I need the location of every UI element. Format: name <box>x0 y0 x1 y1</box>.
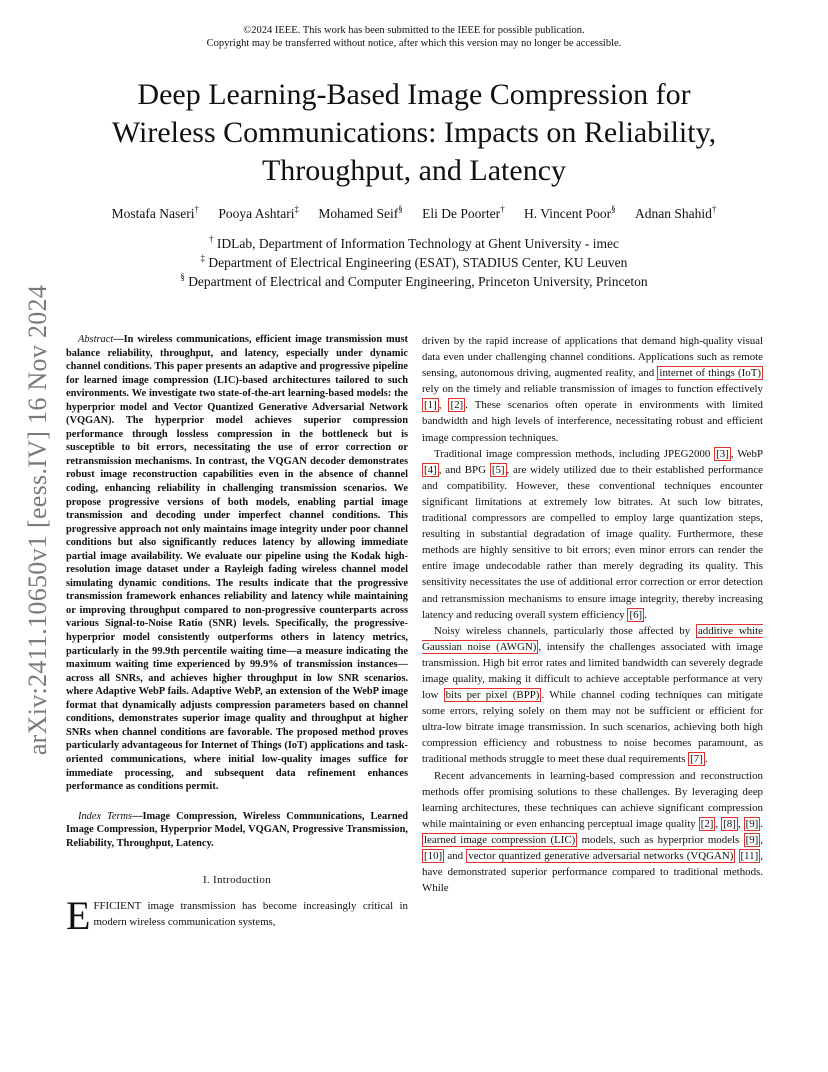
citation-link[interactable]: [11] <box>740 850 759 862</box>
paragraph: Recent advancements in learning-based compression and reconstruction methods offer promising solutions to these challenges. By leveraging deep learning architectures, these techniques can achieve significant compression while maintaining or even enhancing perceptual image quality [2] , [8] , [9] . learned image compression (LIC) models, such as hyperprior models [9] , [10] and vector quantized generative adversarial networks (VQGAN) [11] , have demonstrated superior performance compared to traditional methods. While <box>422 769 763 895</box>
copyright-notice <box>0 24 828 50</box>
citation-link[interactable]: [2] <box>450 399 464 412</box>
intro-paragraph: EFFICIENT image transmission has become increasingly critical in modern wireless communication systems, <box>66 893 408 939</box>
paragraph: Traditional image compression methods, including JPEG2000 [3] , WebP [4] , and BPG [5] , are widely utilized due to their established performance and compatibility. However, these conventional techniques encounter significant limitations at extremely low bitrates. At such low bitrates, traditional compressors are compelled to employ large quantization steps, resulting in substantial degradation of image quality. Furthermore, these methods are highly sensitive to bit errors; even minor errors can render the entire image undecodable rather than merely degrading its quality. This sensitivity necessitates the use of additional error correction or error detection and retransmission mechanisms to ensure image integrity, thereby increasing latency and reducing overall system efficiency [6] . <box>422 447 763 621</box>
paragraph: driven by the rapid increase of applications that demand high-quality visual data even under challenging channel conditions. Applications such as remote sensing, autonomous driving, augmented reality, and internet of things (IoT) rely on the timely and reliable transmission of images to function effectively [1] , [2] . These scenarios often operate in environments with limited bandwidth and high levels of interference, necessitating robust and efficient image compression techniques. <box>422 335 763 444</box>
affiliation: ‡ Department of Electrical Engineering (ESAT), STADIUS Center, KU Leuven <box>200 253 628 270</box>
citation-link[interactable]: [4] <box>424 463 437 476</box>
citation-link[interactable]: [2] <box>700 817 714 830</box>
acronym-link-lic[interactable]: learned image compression (LIC) <box>424 833 576 846</box>
acronym-link-bpp[interactable]: bits per pixel (BPP) <box>445 689 540 702</box>
title-line-2: Wireless Communications: Impacts on Reliability, <box>111 116 717 149</box>
citation-link[interactable]: [9] <box>745 817 759 830</box>
acronym-link-vqgan[interactable]: vector quantized generative adversarial networks (VQGAN) <box>468 850 734 862</box>
drop-cap: E <box>66 893 91 939</box>
title-line-1: Deep Learning-Based Image Compression for <box>137 78 691 111</box>
paper-title <box>60 76 768 190</box>
copyright-line-1: ©2024 IEEE. This work has been submitted to the IEEE for possible publication. <box>243 25 585 36</box>
author: Pooya Ashtari‡ <box>218 204 300 221</box>
author: Mohamed Seif§ <box>318 204 403 221</box>
author-list <box>60 206 768 222</box>
citation-link[interactable]: [8] <box>723 817 736 830</box>
citation-link[interactable]: [10] <box>424 850 443 862</box>
left-column <box>66 333 409 939</box>
affiliation: § Department of Electrical and Computer Engineering, Princeton University, Princeton <box>180 272 648 289</box>
author: Eli De Poorter† <box>422 204 505 221</box>
citation-link[interactable]: [7] <box>690 753 703 766</box>
abstract: Abstract—In wireless communications, efficient image transmission must balance reliability, throughput, and latency, especially under dynamic channel conditions. This paper presents an adaptive and progressive pipeline for learned image compression (LIC)-based architectures tailored to such environments. We investigate two state-of-the-art learning-based models: the hyperprior model and Vector Quantized Generative Adversarial Network (VQGAN). The hyperprior model achieves superior compression performance through lossless compression in the bottleneck but is susceptible to bit errors, necessitating the use of error correction or retransmission mechanisms. In contrast, the VQGAN decoder demonstrates robust image reconstruction capabilities even in the absence of channel coding, enhancing reliability in challenging transmission scenarios. We propose progressive versions of both models, enabling partial image transmission and decoding under imperfect channel conditions. This progressive approach not only maintains image integrity under poor channel conditions but also significantly reduces latency by allowing immediate partial image availability. We evaluate our pipeline using the Kodak high-resolution image dataset under a Rayleigh fading wireless channel model simulating dynamic conditions. The results indicate that the progressive transmission framework enhances reliability and latency while maintaining or improving throughput compared to non-progressive counterparts across various Signal-to-Noise Ratio (SNR) levels. Specifically, the progressive-hyperprior model consistently outperforms others in latency metrics, particularly in the 99.9th percentile waiting time—a measure indicating the maximum waiting time experienced by 99.9% of transmission instances—across all SNRs, and achieves higher throughput in low SNR scenarios. where Adaptive WebP fails. Adaptive WebP, an extension of the WebP image format that dynamically adjusts compression parameters based on channel conditions, demonstrates superior image quality and throughput at higher SNRs when channel conditions are favorable. The proposed method proves particularly advantageous for Internet of Things (IoT) applications and task-oriented communications, where initial low-quality images suffice for immediate processing, and subsequent data refinement enhances performance as conditions permit. <box>66 334 408 793</box>
author: Mostafa Naseri† <box>111 204 200 221</box>
section-heading-introduction: I. Introduction <box>202 874 272 887</box>
citation-link[interactable]: [6] <box>629 608 643 621</box>
right-column <box>422 333 763 896</box>
paragraph: Noisy wireless channels, particularly those affected by additive white Gaussian noise (AWGN) , intensify the challenges associated with image transmission. High bit error rates and limited bandwidth can severely degrade image quality, making it difficult to achieve acceptable performance at very low bits per pixel (BPP) . While channel coding techniques can mitigate some errors, relying solely on them may not be sufficient or efficient for ultra-low bitrate image transmission. In such scenarios, achieving both high compression efficiency and robustness to noise becomes paramount, as traditional methods struggle to meet these dual requirements [7] . <box>422 624 764 766</box>
acronym-link-awgn[interactable]: additive white Gaussian noise (AWGN) <box>422 624 763 653</box>
arxiv-identifier: arXiv:2411.10650v1 [eess.IV] 16 Nov 2024 <box>23 284 52 756</box>
affiliation: † IDLab, Department of Information Technology at Ghent University - imec <box>208 234 620 251</box>
citation-link[interactable]: [3] <box>716 447 729 460</box>
author: Adnan Shahid† <box>634 204 717 221</box>
citation-link[interactable]: [5] <box>491 463 505 476</box>
citation-link[interactable]: [1] <box>424 399 437 412</box>
affiliation-list <box>60 234 768 291</box>
copyright-line-2: Copyright may be transferred without notice, after which this version may no longer be accessible. <box>206 38 622 49</box>
citation-link[interactable]: [9] <box>745 833 759 846</box>
author: H. Vincent Poor§ <box>524 204 616 221</box>
arxiv-watermark <box>20 275 56 765</box>
acronym-link-iot[interactable]: internet of things (IoT) <box>659 367 761 380</box>
title-line-3: Throughput, and Latency <box>261 154 567 187</box>
index-terms: Index Terms—Image Compression, Wireless Communications, Learned Image Compression, Hyperprior Model, VQGAN, Progressive Transmission, Reliability, Throughput, Latency. <box>66 810 409 849</box>
